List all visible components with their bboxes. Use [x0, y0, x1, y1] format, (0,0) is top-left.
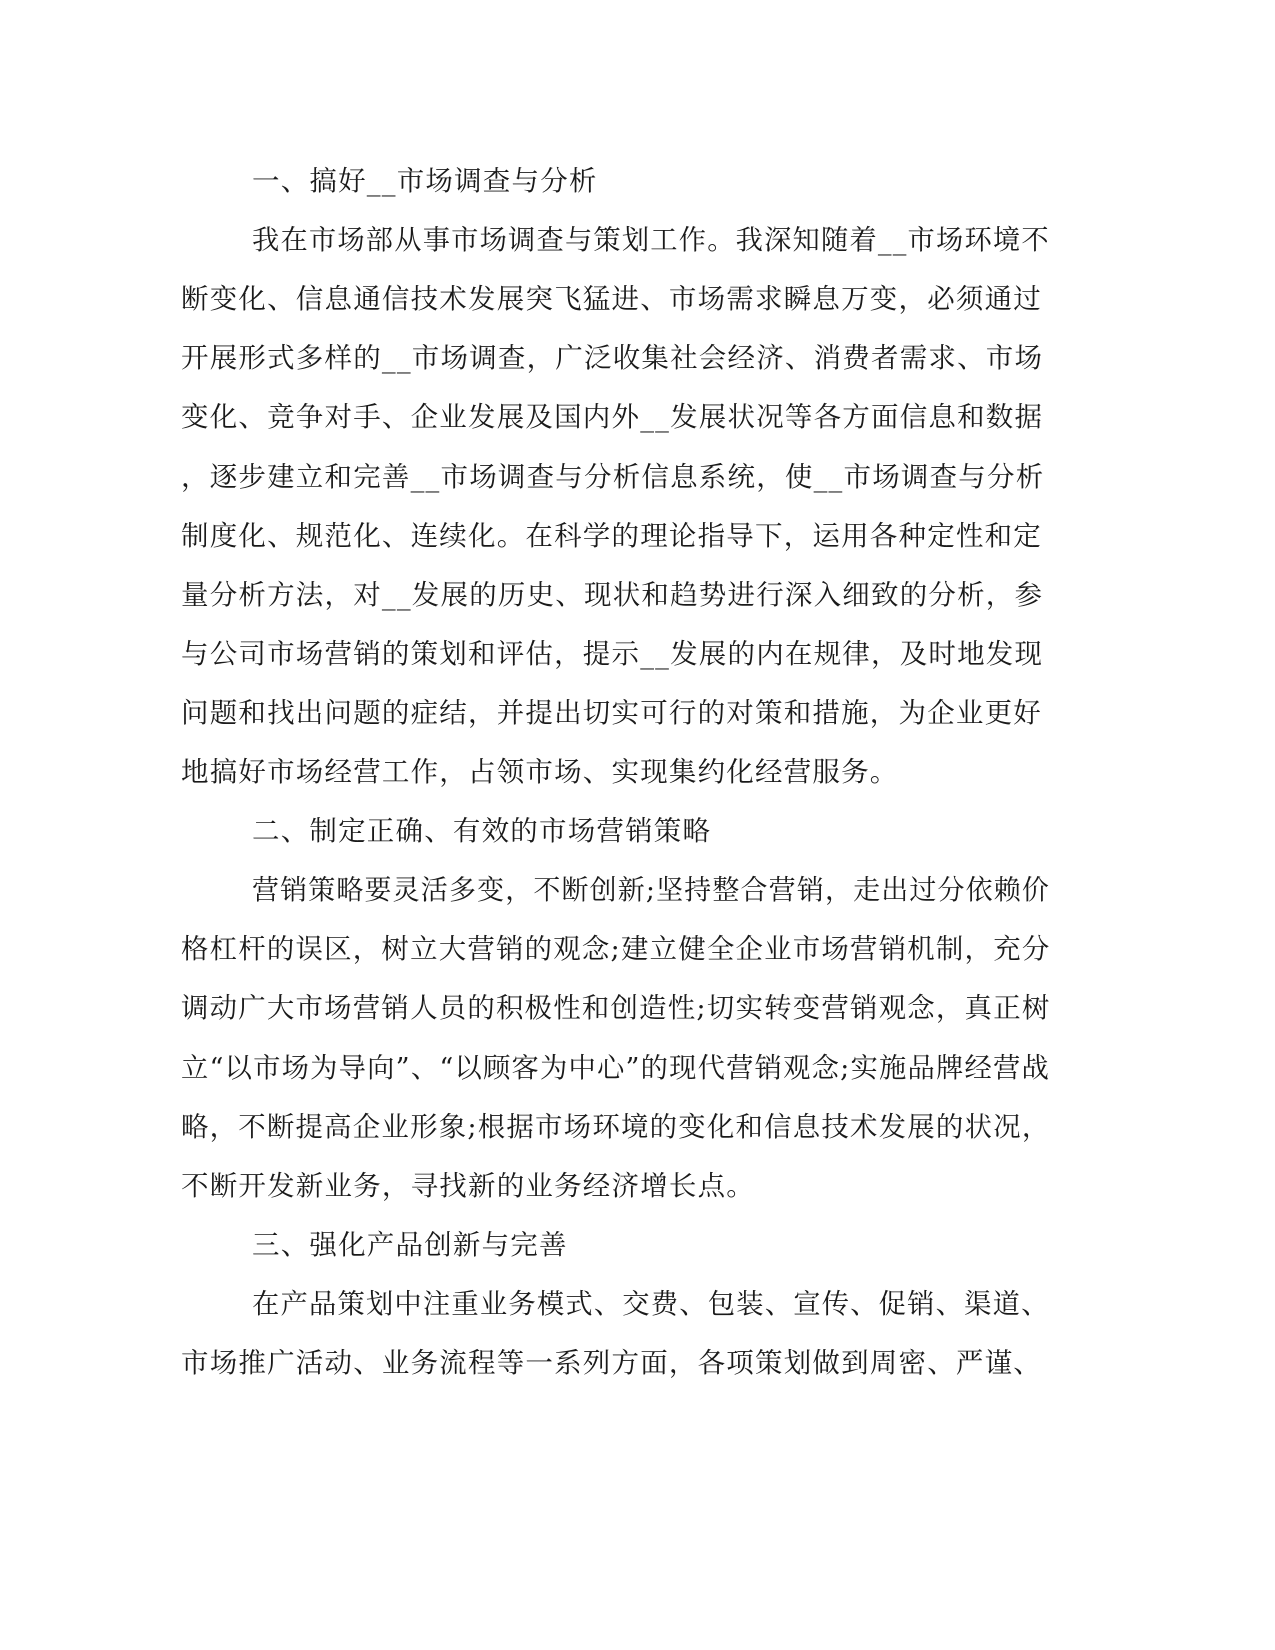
paragraph-line: 制度化、规范化、连续化。在科学的理论指导下，运用各种定性和定: [181, 519, 1042, 552]
paragraph-line: 略，不断提高企业形象;根据市场环境的变化和信息技术发展的状况，: [181, 1110, 1051, 1143]
paragraph-first-line: 我在市场部从事市场调查与策划工作。我深知随着__市场环境不: [252, 224, 1050, 257]
paragraph-line: 立“以市场为导向”、“以顾客为中心”的现代营销观念;实施品牌经营战: [181, 1051, 1051, 1084]
paragraph-line: 地搞好市场经营工作，占领市场、实现集约化经营服务。: [181, 756, 899, 788]
paragraph-line: 格杠杆的误区，树立大营销的观念;建立健全企业市场营销机制，充分: [181, 933, 1051, 966]
paragraph-first-line: 三、强化产品创新与完善: [252, 1228, 568, 1261]
paragraph-line: 与公司市场营销的策划和评估，提示__发展的内在规律，及时地发现: [181, 637, 1044, 670]
paragraph-line: 开展形式多样的__市场调查，广泛收集社会经济、消费者需求、市场: [181, 342, 1044, 375]
paragraph-line: 量分析方法，对__发展的历史、现状和趋势进行深入细致的分析，参: [181, 578, 1044, 611]
paragraph-line: 问题和找出问题的症结，并提出切实可行的对策和措施，为企业更好: [181, 696, 1042, 729]
paragraph-line: 不断开发新业务，寻找新的业务经济增长点。: [181, 1169, 755, 1202]
paragraph-first-line: 营销策略要灵活多变，不断创新;坚持整合营销，走出过分依赖价: [252, 874, 1051, 907]
paragraph-line: 变化、竞争对手、企业发展及国内外__发展状况等各方面信息和数据: [181, 401, 1044, 434]
paragraph-line: ，逐步建立和完善__市场调查与分析信息系统，使__市场调查与分析: [181, 460, 1045, 493]
paragraph-line: 断变化、信息通信技术发展突飞猛进、市场需求瞬息万变，必须通过: [181, 283, 1042, 316]
paragraph-first-line: 在产品策划中注重业务模式、交费、包装、宣传、促销、渠道、: [252, 1287, 1050, 1320]
paragraph-first-line: 二、制定正确、有效的市场营销策略: [252, 815, 712, 848]
paragraph-line: 调动广大市场营销人员的积极性和创造性;切实转变营销观念，真正树: [181, 992, 1051, 1025]
paragraph-line: 市场推广活动、业务流程等一系列方面，各项策划做到周密、严谨、: [181, 1347, 1042, 1379]
paragraph-first-line: 一、搞好__市场调查与分析: [252, 165, 598, 197]
